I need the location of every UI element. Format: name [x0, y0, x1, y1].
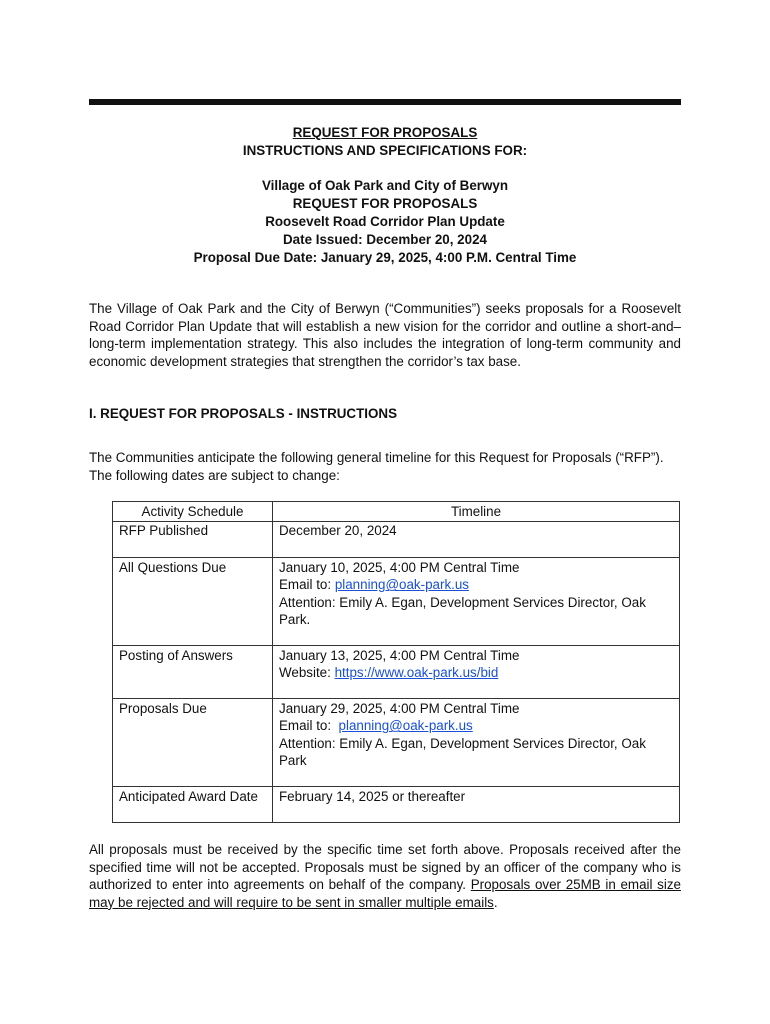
table-row	[113, 645, 680, 698]
title-line-5: Roosevelt Road Corridor Plan Update	[265, 213, 505, 229]
date-issued: Date Issued: December 20, 2024	[283, 231, 487, 247]
timeline-cell	[273, 698, 680, 786]
website-prefix: Website:	[279, 665, 335, 681]
timeline-cell: February 14, 2025 or thereafter	[273, 786, 680, 822]
timeline-time: January 13, 2025, 4:00 PM Central Time	[279, 647, 520, 663]
email-line	[279, 717, 673, 735]
table-row	[113, 698, 680, 786]
activity-cell: Posting of Answers	[113, 645, 273, 698]
website-line	[279, 664, 673, 682]
timeline-cell: December 20, 2024	[273, 521, 680, 557]
table-header-row	[113, 502, 680, 522]
activity-cell: All Questions Due	[113, 557, 273, 645]
title-block	[89, 124, 681, 266]
title-line-1: REQUEST FOR PROPOSALS	[292, 125, 478, 140]
attention-line: Attention: Emily A. Egan, Development Services Director, Oak Park	[279, 735, 646, 769]
size-limit-note: Proposals over 25MB in email size may be rejected and will require to be sent in smaller multiple emails	[89, 877, 681, 910]
activity-cell: Anticipated Award Date	[113, 786, 273, 822]
proposal-due-date: Proposal Due Date: January 29, 2025, 4:00 P.M. Central Time	[193, 249, 577, 265]
timeline-cell	[273, 645, 680, 698]
timeline-time: January 29, 2025, 4:00 PM Central Time	[279, 700, 520, 716]
activity-cell: RFP Published	[113, 521, 273, 557]
schedule-table	[112, 501, 680, 823]
timeline-time: January 10, 2025, 4:00 PM Central Time	[279, 559, 520, 575]
closing-text: All proposals must be received by the specific time set forth above. Proposals received after the specified time will not be accepted. Proposals must be signed by an officer of the company who is authorized to enter into agreements on behalf of the company.	[89, 842, 681, 893]
website-link[interactable]: https://www.oak-park.us/bid	[334, 665, 499, 681]
email-link[interactable]: planning@oak-park.us	[334, 577, 470, 593]
activity-cell: Proposals Due	[113, 698, 273, 786]
table-row	[113, 557, 680, 645]
table-row	[113, 786, 680, 822]
intro-paragraph: The Village of Oak Park and the City of Berwyn (“Communities”) seeks proposals for a Roosevelt Road Corridor Plan Update that will establish a new vision for the corridor and outline a short-and–long-term implementation strategy. This also includes the integration of long-term community and economic development strategies that strengthen the corridor’s tax base.	[89, 301, 681, 369]
email-prefix: Email to:	[279, 577, 335, 593]
email-link[interactable]: planning@oak-park.us	[338, 718, 473, 734]
table-row	[113, 521, 680, 557]
top-rule	[89, 99, 681, 105]
timeline-intro-paragraph: The Communities anticipate the following general timeline for this Request for Proposals (“RFP”). The following dates are subject to change:	[89, 450, 664, 483]
email-prefix: Email to:	[279, 718, 339, 734]
column-header-activity: Activity Schedule	[113, 502, 273, 522]
email-line	[279, 576, 673, 594]
closing-paragraph	[89, 841, 681, 911]
attention-line: Attention: Emily A. Egan, Development Services Director, Oak Park.	[279, 594, 646, 628]
timeline-cell	[273, 557, 680, 645]
closing-end: .	[493, 894, 498, 910]
column-header-timeline: Timeline	[273, 502, 680, 522]
title-line-4: REQUEST FOR PROPOSALS	[292, 196, 478, 212]
section-heading: I. REQUEST FOR PROPOSALS - INSTRUCTIONS	[89, 406, 398, 421]
title-line-2: INSTRUCTIONS AND SPECIFICATIONS FOR:	[242, 142, 528, 158]
title-line-3: Village of Oak Park and City of Berwyn	[261, 178, 509, 194]
